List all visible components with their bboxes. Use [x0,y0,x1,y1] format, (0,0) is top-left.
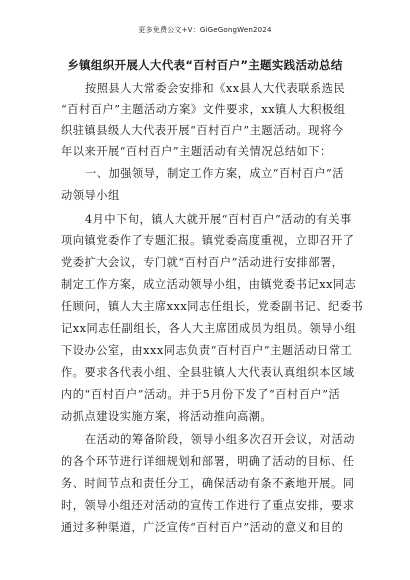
paragraph-line: 制定工作方案，成立活动领导小组，由镇党委书记xx同志 [61,278,357,291]
paragraph-line: 项向镇党委作了专题汇报。镇党委高度重视，立即召开了 [61,234,355,247]
paragraph-line: 年以来开展“百村百户”主题活动有关情况总结如下： [61,145,332,158]
paragraph-line: 按照县人大常委会安排和《xx县人大代表联系选民 [85,82,346,95]
document-title: 乡镇组织开展人大代表“百村百户”主题实践活动总结 [67,58,343,72]
paragraph-line: 党委扩大会议，专门就“百村百户”活动进行安排部署， [61,256,344,269]
paragraph-line: 动抓点建设实施方案，将活动推向高潮。 [61,410,273,423]
paragraph-line: 4月中下旬，镇人大就开展“百村百户”活动的有关事 [85,213,352,226]
paragraph-line: 下设办公室，由xxx同志负责“百村百户”主题活动日常工 [61,344,353,357]
paragraph-line: 内的“百村百户”活动。并于5月份下发了“百村百户”活 [61,388,341,401]
paragraph-line: 织驻镇县级人大代表开展“百村百户”主题活动。现将今 [61,124,344,137]
paragraph-line: “百村百户”主题活动方案》文件要求，xx镇人大积极组 [61,103,346,116]
section-heading-line: 一、加强领导，制定工作方案，成立“百村百户”活 [85,167,345,180]
paragraph-line: 务、时间节点和责任分工，确保活动有条不紊地开展。同 [61,477,355,490]
paragraph-line: 记xx同志任副组长，各人大主席团成员为组员。领导小组 [61,322,357,335]
paragraph-line: 在活动的筹备阶段，领导小组多次召开会议，对活动 [85,433,355,446]
header-note: 更多免费公文+V：GiGeGongWen2024 [138,26,272,34]
paragraph-line: 的各个环节进行详细规划和部署，明确了活动的目标、任 [61,455,355,468]
paragraph-line: 作。要求各代表小组、全县驻镇人大代表认真组织本区域 [61,366,355,379]
paragraph-line: 任顾问，镇人大主席xxx同志任组长，党委副书记、纪委书 [61,300,364,313]
section-heading-line: 动领导小组 [61,189,120,202]
paragraph-line: 通过多种渠道，广泛宣传“百村百户”活动的意义和目的 [61,521,344,534]
paragraph-line: 时，领导小组还对活动的宣传工作进行了重点安排，要求 [61,499,355,512]
